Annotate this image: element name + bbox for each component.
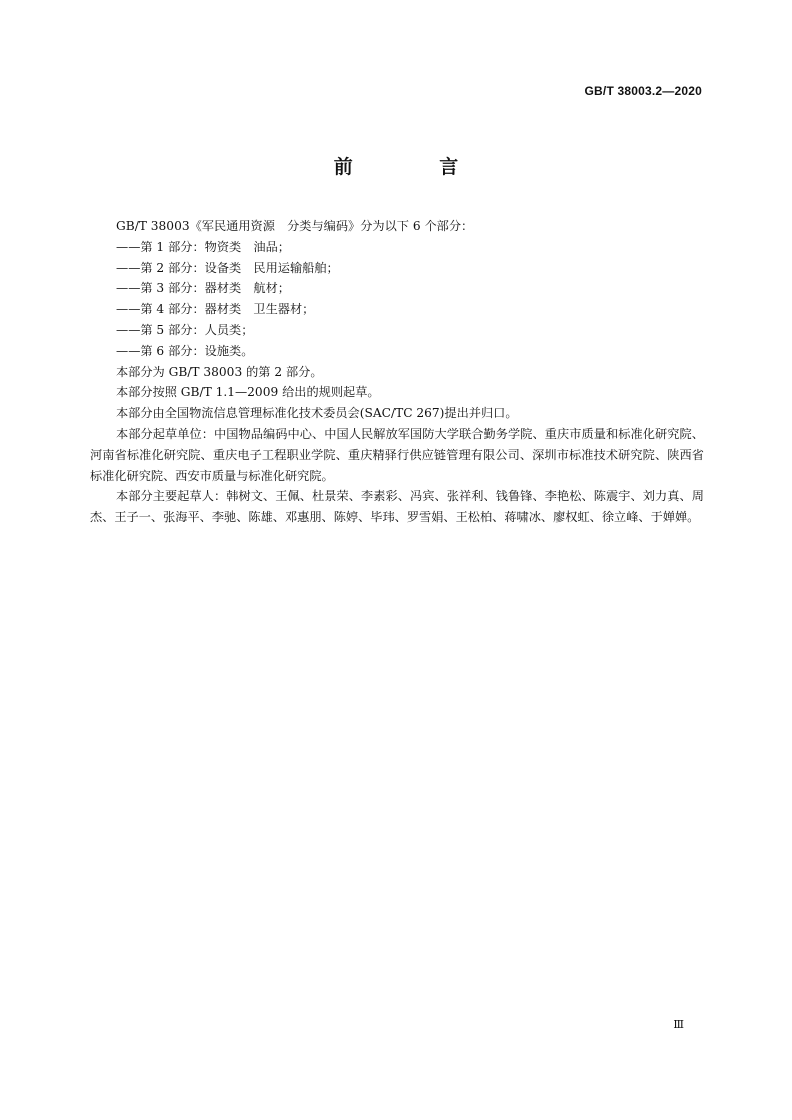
part-list-item-2: ——第 2 部分：设备类 民用运输船舶；: [116, 260, 339, 275]
part-list-item-4: ——第 4 部分：器材类 卫生器材；: [116, 302, 315, 317]
foreword-body: [90, 216, 704, 528]
part-list-item-5: ——第 5 部分：人员类；: [116, 322, 254, 337]
standard-code: GB/T 38003.2—2020: [584, 84, 702, 98]
drafting-units-paragraph: 本部分起草单位：中国物品编码中心、中国人民解放军国防大学联合勤务学院、重庆市质量和标准化研究院、河南省标准化研究院、重庆电子工程职业学院、重庆精驿行供应链管理有限公司、深圳市标准技术研究院、陕西省标准化研究院、西安市质量与标准化研究院。: [90, 426, 704, 483]
proposed-paragraph: 本部分由全国物流信息管理标准化技术委员会(SAC/TC 267)提出并归口。: [116, 406, 518, 421]
page-title: 前 言: [333, 156, 499, 178]
this-part-paragraph: 本部分为 GB/T 38003 的第 2 部分。: [116, 364, 323, 379]
drafters-paragraph: 本部分主要起草人：韩树文、王佩、杜景荣、李素彩、冯宾、张祥利、钱鲁锋、李艳松、陈震宇、刘力真、周杰、王子一、张海平、李驰、陈雄、邓惠朋、陈婷、毕玮、罗雪娟、王松柏、蒋啸冰、廖权虹、徐立峰、于婵婵。: [90, 489, 704, 525]
rules-paragraph: 本部分按照 GB/T 1.1—2009 给出的规则起草。: [116, 385, 380, 400]
part-list-item-3: ——第 3 部分：器材类 航材；: [116, 281, 290, 296]
part-list-item-1: ——第 1 部分：物资类 油品；: [116, 239, 290, 254]
intro-paragraph: GB/T 38003《军民通用资源 分类与编码》分为以下 6 个部分：: [116, 219, 474, 233]
part-list-item-6: ——第 6 部分：设施类。: [116, 343, 254, 358]
page-number: Ⅲ: [673, 1018, 684, 1031]
